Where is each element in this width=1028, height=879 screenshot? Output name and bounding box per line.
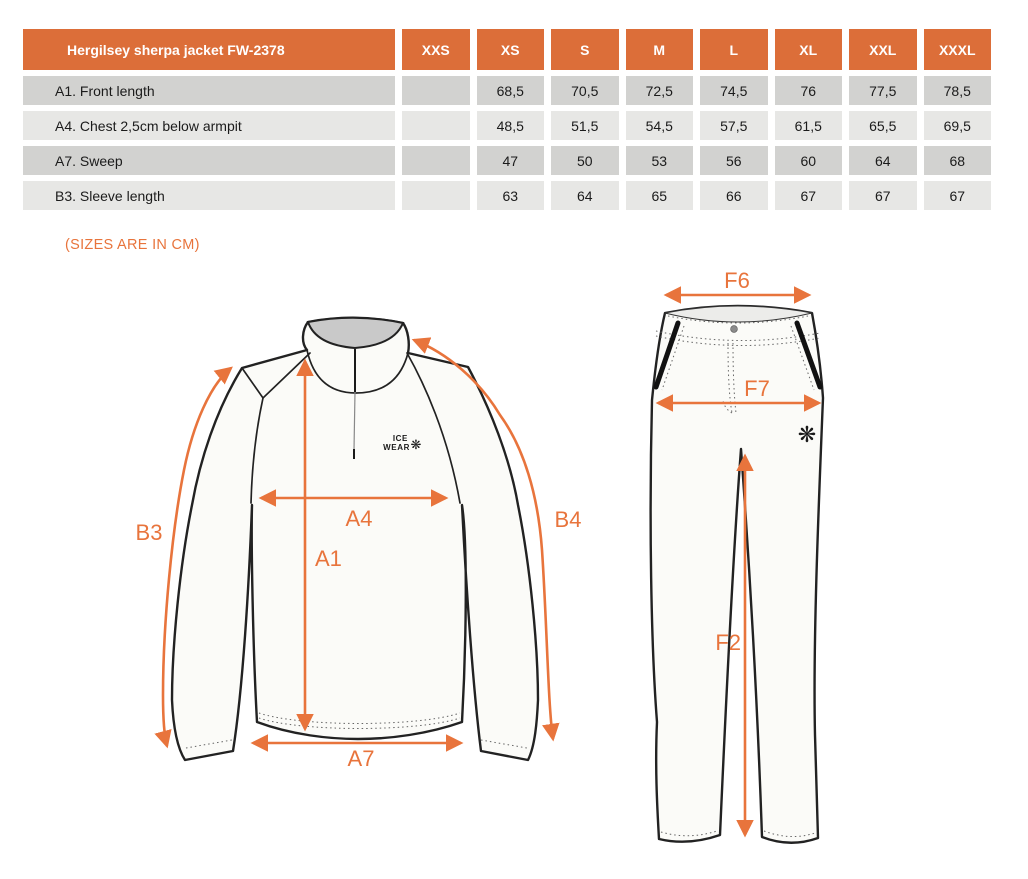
size-value-cell: 70,5 <box>551 76 619 105</box>
size-value-cell: 65,5 <box>849 111 917 140</box>
jacket-drawing <box>136 318 582 771</box>
size-value-cell: 60 <box>775 146 843 175</box>
brand-logo-snowflake-icon: ❋ <box>410 438 422 453</box>
size-value-cell: 50 <box>551 146 619 175</box>
pants-snowflake-logo-icon: ❋ <box>797 423 817 448</box>
size-value-cell: 65 <box>626 181 694 210</box>
size-value-cell: 47 <box>477 146 545 175</box>
size-value-cell: 63 <box>477 181 545 210</box>
measurement-label: A7. Sweep <box>23 146 395 175</box>
size-column-header: XS <box>477 29 545 70</box>
size-value-cell: 64 <box>849 146 917 175</box>
size-value-cell: 67 <box>775 181 843 210</box>
size-value-cell: 67 <box>849 181 917 210</box>
size-column-header: M <box>626 29 694 70</box>
measurement-label: B3. Sleeve length <box>23 181 395 210</box>
size-column-header: XXXL <box>924 29 992 70</box>
size-value-cell: 66 <box>700 181 768 210</box>
size-value-cell: 76 <box>775 76 843 105</box>
size-column-header: XXS <box>402 29 470 70</box>
label-f7: F7 <box>744 376 770 401</box>
size-value-cell: 61,5 <box>775 111 843 140</box>
label-a4: A4 <box>345 506 373 531</box>
label-b4: B4 <box>554 507 582 532</box>
size-value-cell: 68 <box>924 146 992 175</box>
label-a7: A7 <box>347 746 375 771</box>
brand-logo-wear: WEAR <box>383 443 410 452</box>
size-value-cell: 48,5 <box>477 111 545 140</box>
product-title: Hergilsey sherpa jacket FW-2378 <box>23 29 395 70</box>
sizes-in-cm-note: (SIZES ARE IN CM) <box>65 237 200 253</box>
pants-drawing <box>651 268 823 843</box>
size-value-cell: 57,5 <box>700 111 768 140</box>
label-f2: F2 <box>715 630 741 655</box>
size-column-header: S <box>551 29 619 70</box>
brand-logo-ice: ICE <box>392 434 408 443</box>
size-value-cell: 67 <box>924 181 992 210</box>
pants-button <box>731 326 738 333</box>
measurement-label: A1. Front length <box>23 76 395 105</box>
size-value-cell: 54,5 <box>626 111 694 140</box>
size-column-header: XXL <box>849 29 917 70</box>
label-a1: A1 <box>315 546 342 571</box>
size-value-cell: 53 <box>626 146 694 175</box>
size-value-cell: 68,5 <box>477 76 545 105</box>
size-value-cell: 74,5 <box>700 76 768 105</box>
label-b3: B3 <box>135 520 163 545</box>
size-value-cell: 56 <box>700 146 768 175</box>
label-f6: F6 <box>724 268 750 293</box>
size-value-cell: 51,5 <box>551 111 619 140</box>
size-column-header: XL <box>775 29 843 70</box>
size-value-cell: 78,5 <box>924 76 992 105</box>
size-value-cell: 77,5 <box>849 76 917 105</box>
size-column-header: L <box>700 29 768 70</box>
size-value-cell: 64 <box>551 181 619 210</box>
size-value-cell: 72,5 <box>626 76 694 105</box>
pants-outline <box>651 306 823 843</box>
measurement-label: A4. Chest 2,5cm below armpit <box>23 111 395 140</box>
size-value-cell: 69,5 <box>924 111 992 140</box>
